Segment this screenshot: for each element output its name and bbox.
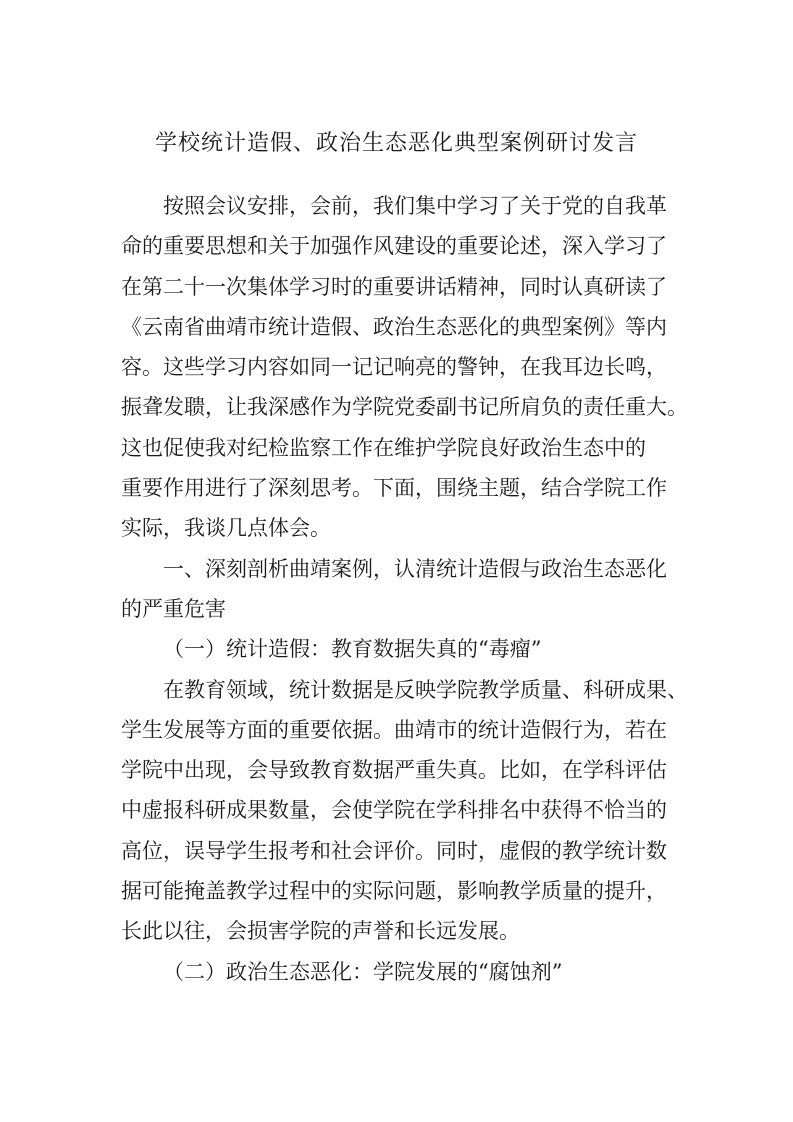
paragraph-line: 学院中出现，会导致教育数据严重失真。比如，在学科评估	[121, 758, 667, 783]
paragraph-line: 据可能掩盖教学过程中的实际问题，影响教学质量的提升，	[121, 879, 667, 904]
paragraph-line: 长此以往，会损害学院的声誉和长远发展。	[121, 919, 520, 944]
section-heading-line: 的严重危害	[121, 596, 226, 621]
paragraph-line: 高位，误导学生报考和社会评价。同时，虚假的教学统计数	[121, 838, 667, 863]
subsection-heading: （一）统计造假：教育数据失真的“毒瘤”	[163, 637, 542, 662]
document-body	[121, 186, 688, 992]
paragraph-line: 在第二十一次集体学习时的重要讲话精神，同时认真研读了	[121, 274, 667, 299]
paragraph-line: 重要作用进行了深刻思考。下面，围绕主题，结合学院工作	[121, 476, 667, 501]
paragraph-line: 中虚报科研成果数量，会使学院在学科排名中获得不恰当的	[121, 798, 667, 823]
paragraph-line: 按照会议安排，会前，我们集中学习了关于党的自我革	[163, 194, 667, 218]
subsection-heading: （二）政治生态恶化：学院发展的“腐蚀剂”	[163, 959, 563, 984]
paragraph-line: 这也促使我对纪检监察工作在维护学院良好政治生态中的	[121, 435, 646, 460]
paragraph-line: 学生发展等方面的重要依据。曲靖市的统计造假行为，若在	[121, 717, 667, 742]
paragraph-line: 振聋发聩，让我深感作为学院党委副书记所肩负的责任重大。	[121, 395, 688, 420]
paragraph-line: 《云南省曲靖市统计造假、政治生态恶化的典型案例》等内	[121, 314, 667, 339]
paragraph-line: 容。这些学习内容如同一记记响亮的警钟，在我耳边长鸣，	[121, 355, 667, 380]
paragraph-line: 实际，我谈几点体会。	[121, 516, 331, 541]
paragraph-line: 命的重要思想和关于加强作风建设的重要论述，深入学习了	[121, 234, 667, 259]
paragraph-line: 在教育领域，统计数据是反映学院教学质量、科研成果、	[163, 677, 688, 702]
document-title: 学校统计造假、政治生态恶化典型案例研讨发言	[154, 131, 638, 156]
section-heading-line: 一、深刻剖析曲靖案例，认清统计造假与政治生态恶化	[163, 556, 667, 581]
